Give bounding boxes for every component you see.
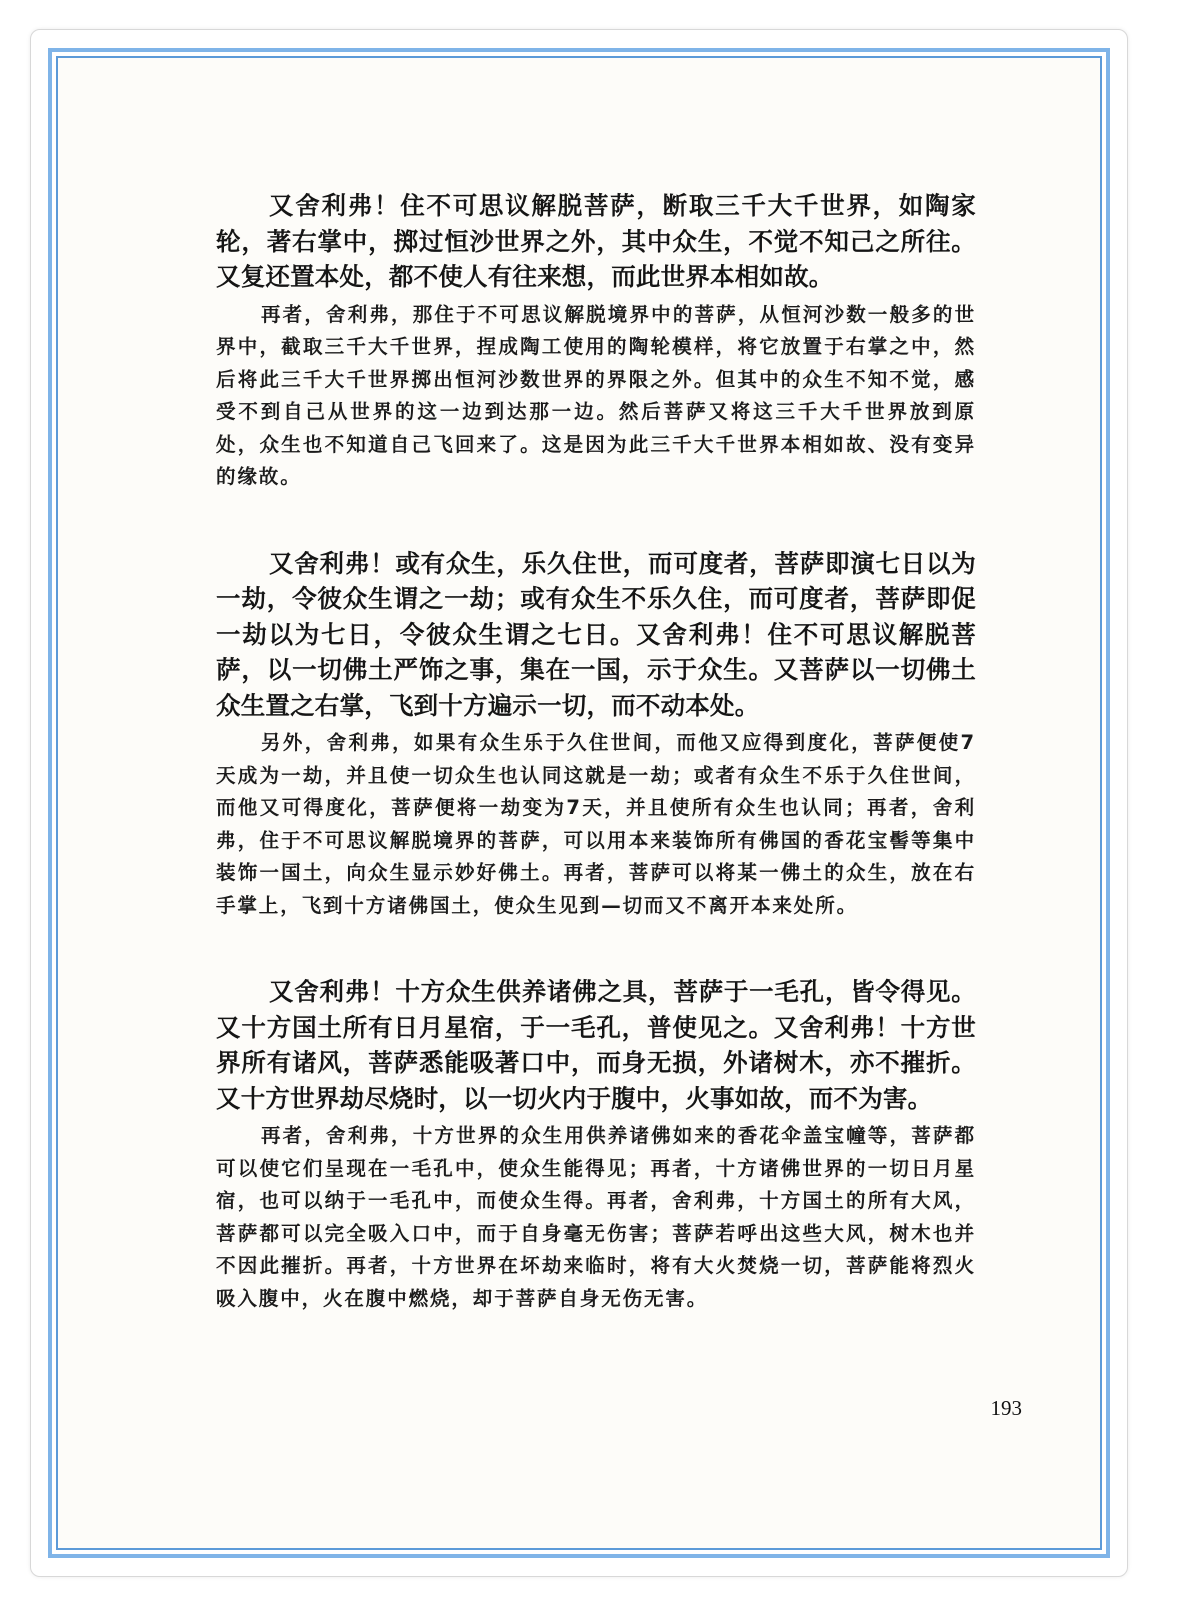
section-3 [216, 974, 976, 1315]
section-1 [216, 188, 976, 494]
modern-translation: 再者，舍利弗，十方世界的众生用供养诸佛如来的香花伞盖宝幢等，菩萨都可以使它们呈现在一毛孔中，使众生能得见；再者，十方诸佛世界的一切日月星宿，也可以纳于一毛孔中，而使众生得。再者，舍利弗，十方国土的所有大风，菩萨都可以完全吸入口中，而于自身毫无伤害；菩萨若呼出这些大风，树木也并不因此摧折。再者，十方世界在坏劫来临时，将有大火焚烧一切，菩萨能将烈火吸入腹中，火在腹中燃烧，却于菩萨自身无伤无害。 [216, 1124, 976, 1310]
classical-text: 又舍利弗！住不可思议解脱菩萨，断取三千大千世界，如陶家轮，著右掌中，掷过恒沙世界之外，其中众生，不觉不知己之所往。又复还置本处，都不使人有往来想，而此世界本相如故。 [216, 191, 976, 291]
modern-translation: 另外，舍利弗，如果有众生乐于久住世间，而他又应得到度化，菩萨便使7天成为一劫，并且使一切众生也认同这就是一劫；或者有众生不乐于久住世间，而他又可得度化，菩萨便将一劫变为7天，并且使所有众生也认同；再者，舍利弗，住于不可思议解脱境界的菩萨，可以用本来装饰所有佛国的香花宝髻等集中装饰一国土，向众生显示妙好佛土。再者，菩萨可以将某一佛土的众生，放在右手掌上，飞到十方诸佛国土，使众生见到—切而又不离开本来处所。 [216, 731, 976, 917]
page-number: 193 [990, 1396, 1022, 1420]
modern-translation: 再者，舍利弗，那住于不可思议解脱境界中的菩萨，从恒河沙数一般多的世界中，截取三千大千世界，捏成陶工使用的陶轮模样，将它放置于右掌之中，然后将此三千大千世界掷出恒河沙数世界的界限之外。但其中的众生不知不觉，感受不到自己从世界的这一边到达那一边。然后菩萨又将这三千大千世界放到原处，众生也不知道自己飞回来了。这是因为此三千大千世界本相如故、没有变异的缘故。 [216, 302, 976, 488]
classical-text: 又舍利弗！十方众生供养诸佛之具，菩萨于一毛孔，皆令得见。又十方国土所有日月星宿，于一毛孔，普使见之。又舍利弗！十方世界所有诸风，菩萨悉能吸著口中，而身无损，外诸树木，亦不摧折。又十方世界劫尽烧时，以一切火内于腹中，火事如故，而不为害。 [216, 977, 976, 1113]
section-2 [216, 546, 976, 923]
page-content [216, 188, 976, 1367]
classical-text: 又舍利弗！或有众生，乐久住世，而可度者，菩萨即演七日以为一劫，令彼众生谓之一劫；或有众生不乐久住，而可度者，菩萨即促一劫以为七日，令彼众生谓之七日。又舍利弗！住不可思议解脱菩萨，以一切佛土严饰之事，集在一国，示于众生。又菩萨以一切佛土众生置之右掌，飞到十方遍示一切，而不动本处。 [216, 548, 976, 720]
